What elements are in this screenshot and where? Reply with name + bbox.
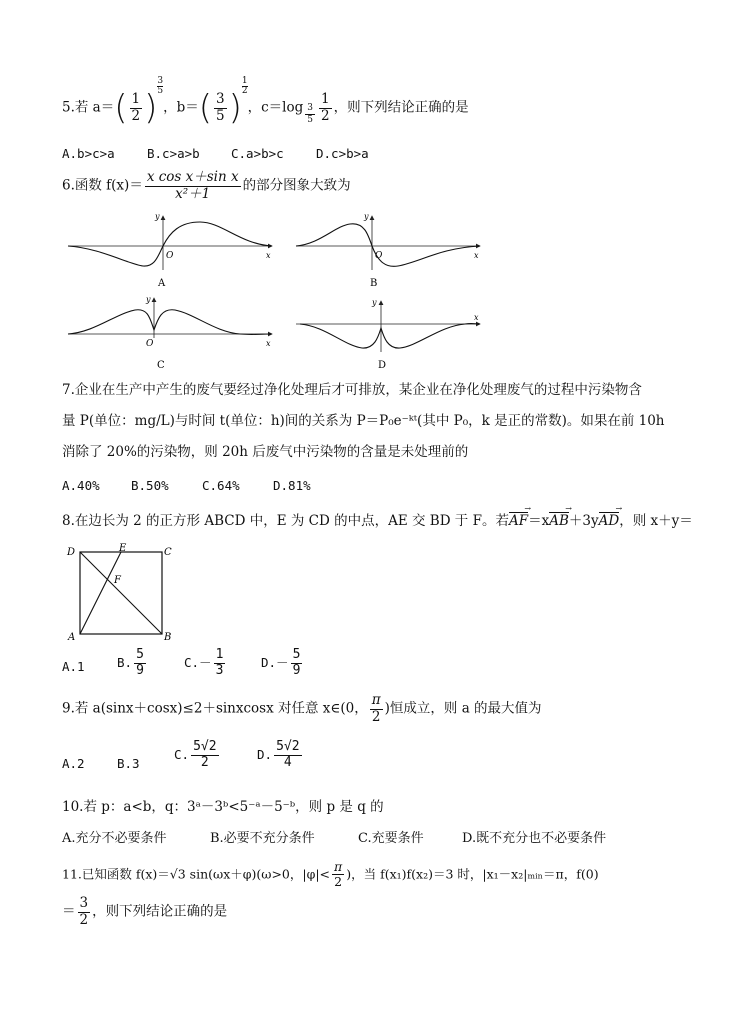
svg-text:E: E: [119, 543, 127, 554]
svg-text:A: A: [68, 632, 76, 642]
graph-label-c: C: [157, 360, 165, 371]
svg-text:O: O: [375, 251, 383, 261]
graph-d: [296, 298, 480, 371]
q10-option-b: B.必要不充分条件: [210, 831, 315, 846]
q9-pi-fraction: $\frac{\pi}{2}$: [371, 692, 381, 725]
c-log-argument: $\frac{1}{2}$: [321, 90, 330, 124]
svg-text:y: y: [364, 212, 369, 221]
question-7-line-2: 量 P(单位：mg/L)与时间 t(单位：h)间的关系为 P＝P₀e⁻ᵏᵗ(其中 P₀，k 是正的常数)。如果在前 10h: [62, 413, 665, 429]
q11-value-fraction: $\frac{3}{2}$: [79, 895, 89, 928]
svg-text:y: y: [155, 212, 160, 221]
svg-text:x: x: [474, 251, 479, 260]
question-5: 5.若 a＝( $\frac{1}{2}$ ) $\frac{3}{5}$ ，b＝( $\frac{3}{5}$ ) $\frac{1}{2}$ ，c＝log $\frac{3}{5}$ $\frac{1}{2}$ ，则下列结论正确的是: [62, 76, 469, 128]
svg-text:y: y: [146, 295, 151, 304]
svg-text:D: D: [67, 547, 76, 558]
b-exponent: $\frac{1}{2}$: [241, 76, 248, 97]
q9-option-d: D. $\frac{5√2}{4}$: [257, 739, 300, 770]
graph-a: [68, 212, 272, 289]
square-figure: [62, 542, 182, 642]
svg-text:y: y: [372, 298, 377, 307]
svg-text:B: B: [164, 632, 172, 642]
vector-ab: AB →: [549, 515, 569, 529]
svg-text:F: F: [114, 575, 121, 586]
c-log-base: $\frac{3}{5}$: [307, 103, 313, 125]
q10-option-d: D.既不充分也不必要条件: [462, 831, 607, 846]
q6-graphs: [0, 206, 737, 376]
question-7-line-1: 7.企业在生产中产生的废气要经过净化处理后才可排放，某企业在净化处理废气的过程中污染物含: [62, 382, 642, 398]
svg-text:x: x: [266, 251, 271, 260]
graph-label-a: A: [158, 278, 166, 289]
q5-option-b: B.c>a>b: [147, 146, 200, 161]
q7-option-d: D.81%: [273, 478, 311, 493]
q5-option-a: A.b>c>a: [62, 146, 115, 161]
q8-option-b: B. $\frac{5}{9}$: [117, 647, 144, 678]
q7-option-c: C.64%: [202, 478, 240, 493]
question-10: 10.若 p：a<b，q：3ᵃ－3ᵇ<5⁻ᵃ－5⁻ᵇ，则 p 是 q 的: [62, 799, 384, 815]
q10-option-a: A.充分不必要条件: [62, 831, 167, 846]
q7-option-a: A.40%: [62, 478, 100, 493]
question-6: 6.函数 f(x)＝ $\frac{\text{x cos x＋sin x}}{\text{x²＋1}}$ 的部分图象大致为: [62, 169, 351, 202]
question-11-line-1: 11.已知函数 f(x)＝√3 sin(ωx＋φ)(ω>0，|φ|< $\frac{\pi}{2}$ )，当 f(x₁)f(x₂)＝3 时，|x₁－x₂|ₘᵢₙ＝π，f(0): [62, 859, 599, 890]
q5-option-c: C.a>b>c: [231, 146, 284, 161]
q8-option-d: D.－ $\frac{5}{9}$: [261, 647, 301, 678]
svg-text:O: O: [166, 251, 174, 261]
svg-text:x: x: [474, 313, 479, 322]
question-7-line-3: 消除了 20%的污染物，则 20h 后废气中污染物的含量是未处理前的: [62, 444, 469, 460]
a-exponent: $\frac{3}{5}$: [157, 76, 164, 97]
q10-option-c: C.充要条件: [358, 831, 424, 846]
graph-label-b: B: [370, 278, 378, 289]
svg-text:C: C: [164, 547, 172, 558]
question-9: 9.若 a(sinx＋cosx)≤2＋sinxcosx 对任意 x∈(0， $\frac{\pi}{2}$ )恒成立，则 a 的最大值为: [62, 692, 542, 725]
q8-option-a: A.1: [62, 659, 85, 674]
q5-option-d: D.c>b>a: [316, 146, 369, 161]
question-8: 8.在边长为 2 的正方形 ABCD 中，E 为 CD 的中点，AE 交 BD 于 F。若AF →＝xAB →＋3yAD →，则 x＋y＝: [62, 515, 693, 529]
q9-option-b: B.3: [117, 756, 140, 771]
q8-option-c: C.－ $\frac{1}{3}$: [184, 647, 224, 678]
vector-ad: AD →: [599, 515, 620, 529]
q11-pi-fraction: $\frac{\pi}{2}$: [334, 859, 343, 890]
q9-option-c: C. $\frac{5√2}{2}$: [174, 739, 217, 770]
q6-fraction: $\frac{\text{x cos x＋sin x}}{\text{x²＋1}}$: [146, 169, 239, 202]
q9-option-a: A.2: [62, 756, 85, 771]
svg-text:x: x: [266, 339, 271, 348]
graph-b: [296, 212, 480, 289]
question-11-line-2: ＝ $\frac{3}{2}$ ，则下列结论正确的是: [62, 895, 228, 928]
vector-af: AF →: [509, 515, 528, 529]
graph-label-d: D: [378, 360, 387, 371]
q7-option-b: B.50%: [131, 478, 169, 493]
svg-text:O: O: [146, 339, 154, 349]
graph-c: [68, 295, 272, 371]
b-base-fraction: $\frac{3}{5}$: [216, 90, 225, 124]
a-base-fraction: $\frac{1}{2}$: [131, 90, 141, 124]
